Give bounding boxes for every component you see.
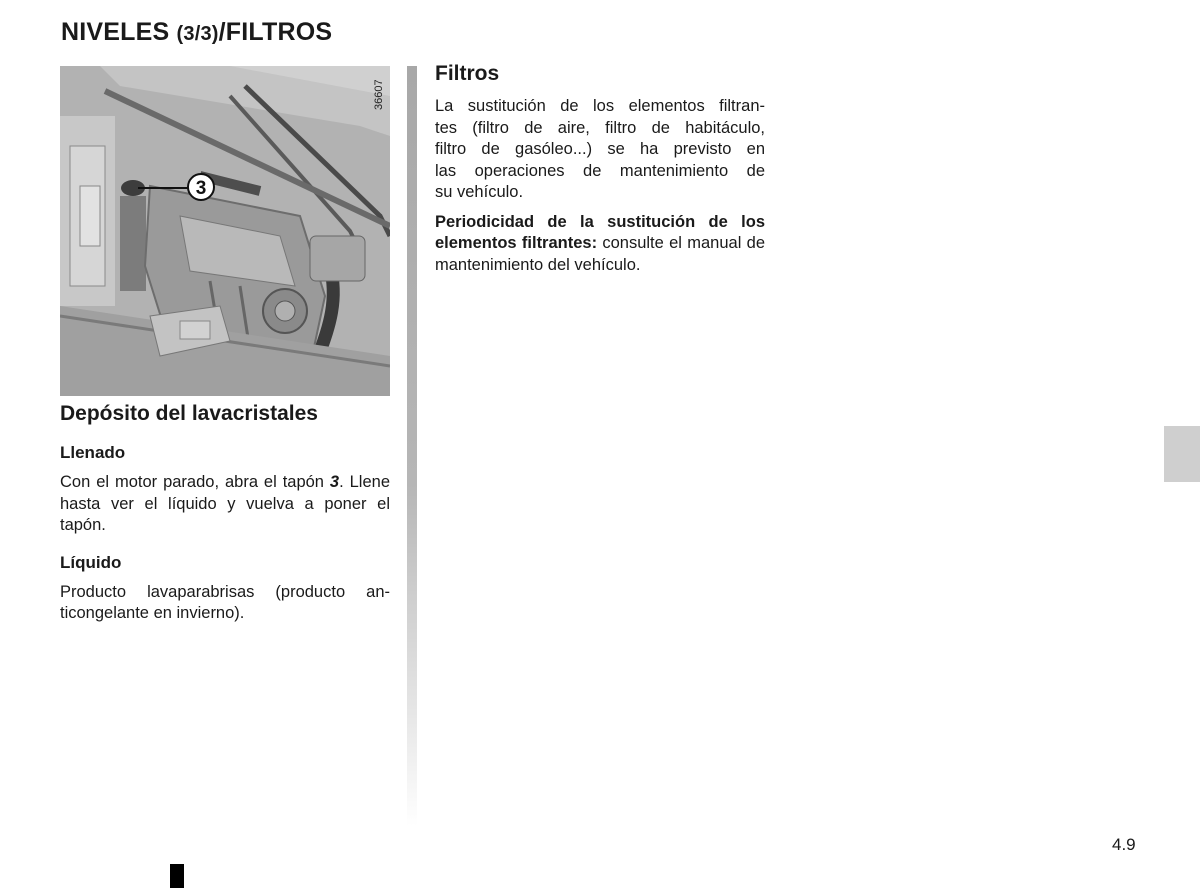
fill-paragraph <box>60 472 390 537</box>
filters-line-3: filtro de gasóleo...) se ha previsto en <box>435 140 765 158</box>
fill-text-after: . Llene hasta ver el líquido y vuelva a poner el tapón. <box>60 473 390 534</box>
filters-paragraph <box>435 96 765 204</box>
left-column <box>60 400 390 625</box>
periodicity-label: Periodicidad de la sustitución de los elementos filtrantes: <box>435 212 765 252</box>
chapter-tab-marker <box>1164 426 1200 482</box>
print-registration-mark <box>170 864 184 888</box>
liquid-paragraph <box>60 582 390 625</box>
engine-bay-illustration <box>60 66 390 396</box>
liquid-line-1: Producto lavaparabrisas (producto an- <box>60 582 390 601</box>
figure-code: 36607 <box>373 79 385 110</box>
filters-line-2: tes (filtro de aire, filtro de habitáculo, <box>435 118 765 137</box>
fill-text-before: Con el motor parado, abra el tapón <box>60 473 330 491</box>
filters-line-5: su vehículo. <box>435 183 524 201</box>
callout-label: 3 <box>195 178 207 199</box>
title-main: NIVELES <box>61 18 177 46</box>
section-title-filters: Filtros <box>435 62 500 85</box>
right-column <box>435 60 765 276</box>
heading-fill: Llenado <box>60 443 126 462</box>
page-title <box>61 18 332 47</box>
column-divider <box>407 66 417 826</box>
fill-ref: 3 <box>329 473 340 491</box>
liquid-line-2: ticongelante en invierno). <box>60 604 245 622</box>
heading-liquid: Líquido <box>60 552 122 572</box>
engine-bay-drawing <box>60 66 390 396</box>
filters-line-4: las operaciones de mantenimiento de <box>435 161 765 180</box>
periodicity-paragraph <box>435 212 765 277</box>
filters-line-1: La sustitución de los elementos filtran- <box>435 97 765 115</box>
title-rest: /FILTROS <box>218 18 333 46</box>
section-title-washer: Depósito del lavacristales <box>60 402 318 425</box>
page-number: 4.9 <box>1112 835 1136 854</box>
periodicity-text: consulte el manual de mantenimiento del vehículo. <box>435 234 765 274</box>
title-section-count: (3/3) <box>176 23 219 45</box>
